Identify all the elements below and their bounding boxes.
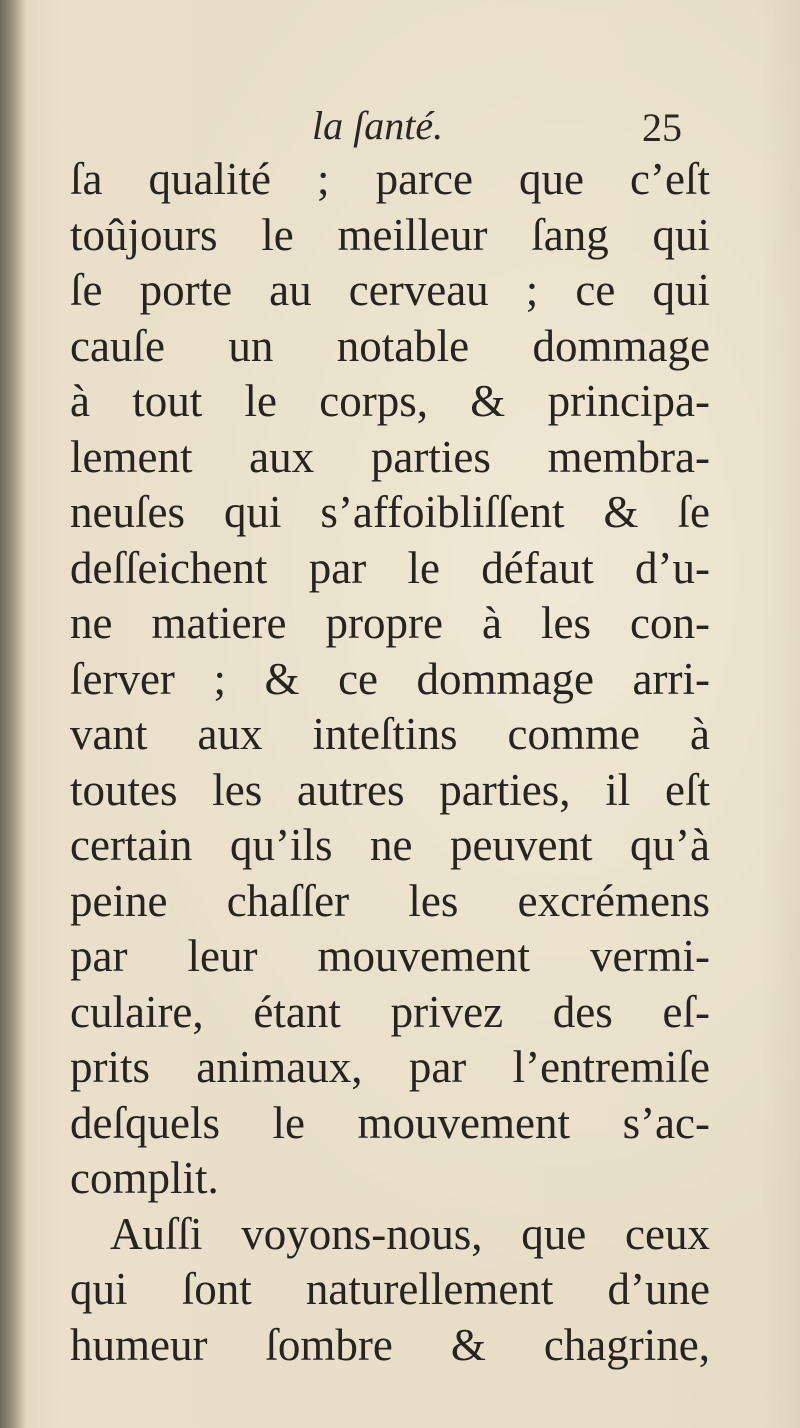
text-line: prits animaux, par l’entremiſe [70, 1042, 710, 1092]
text-line: culaire, étant privez des eſ- [70, 986, 710, 1037]
text-line: lement aux parties membra- [70, 431, 710, 482]
text-line: ſerver ; & ce dommage arri- [70, 653, 710, 704]
page-number: 25 [642, 105, 682, 150]
text-line: qui ſont naturellement d’une [70, 1264, 710, 1314]
text-line: vant aux inteſtins comme à [70, 709, 710, 759]
text-line: ſe porte au cerveau ; ce qui [70, 265, 710, 315]
text-line: ne matiere propre à les con- [70, 598, 710, 648]
running-head: la ſanté. [312, 103, 444, 148]
paragraph-end-line: complit. [70, 1153, 219, 1203]
page-header [0, 100, 800, 152]
body-text [70, 152, 710, 1373]
paragraph-start-line: Auſſi voyons-nous, que ceux [110, 1208, 710, 1259]
text-line: certain qu’ils ne peuvent qu’à [70, 820, 710, 870]
text-line: deſſeichent par le défaut d’u- [70, 542, 710, 593]
text-line: à tout le corps, & principa- [70, 376, 710, 426]
text-line: cauſe un notable dommage [70, 320, 710, 371]
text-line: neuſes qui s’affoibliſſent & ſe [70, 487, 710, 537]
text-line: humeur ſombre & chagrine, [70, 1319, 710, 1370]
book-spine-shadow [0, 0, 26, 1428]
text-line: peine chaſſer les excrémens [70, 875, 710, 926]
text-line: ſa qualité ; parce que c’eſt [70, 154, 710, 204]
text-line: toutes les autres parties, il eſt [70, 764, 710, 815]
text-line: toûjours le meilleur ſang qui [70, 209, 710, 260]
text-line: deſquels le mouvement s’ac- [70, 1097, 710, 1148]
text-line: par leur mouvement vermi- [70, 931, 710, 981]
